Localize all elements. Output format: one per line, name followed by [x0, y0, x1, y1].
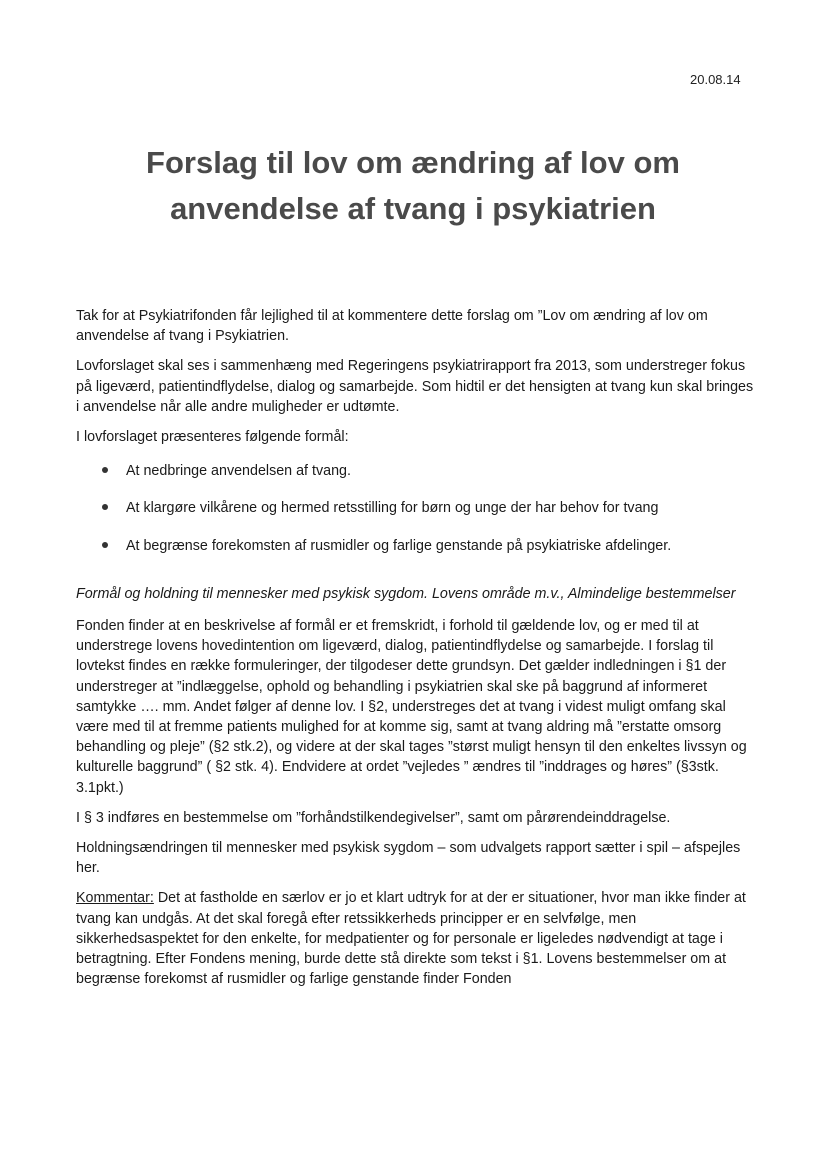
intro-paragraph: Tak for at Psykiatrifonden får lejlighed til at kommentere dette forslag om ”Lov om ændring af lov om anvendelse af tvang i Psykiatrien. — [76, 308, 708, 345]
document-body — [76, 306, 756, 999]
comment-label: Kommentar: — [76, 890, 154, 907]
context-paragraph: Lovforslaget skal ses i sammenhæng med Regeringens psykiatrirapport fra 2013, som understreger fokus på ligeværd, patientindflydelse, dialog og samarbejde. Som hidtil er det hensigten at tvang kun skal bringes i anvendelse når alle andre muligheder er udtømte. — [76, 358, 754, 415]
bullet-icon — [102, 467, 108, 473]
list-item-text: At klargøre vilkårene og hermed retsstilling for børn og unge der har behov for tvang — [126, 500, 659, 517]
title-line-2: anvendelse af tvang i psykiatrien — [170, 191, 656, 226]
comment-paragraph — [76, 888, 756, 989]
document-title — [60, 140, 766, 232]
purpose-list — [76, 461, 756, 556]
list-item — [76, 498, 756, 518]
bullet-icon — [102, 542, 108, 548]
section-paragraph-3: Holdningsændringen til mennesker med psykisk sygdom – som udvalgets rapport sætter i spil – afspejles her. — [76, 840, 741, 877]
list-item — [76, 536, 756, 556]
section-paragraph-2: I § 3 indføres en bestemmelse om ”forhåndstilkendegivelser”, samt om pårørendeinddragelse. — [76, 809, 671, 826]
section-heading: Formål og holdning til mennesker med psykisk sygdom. Lovens område m.v., Almindelige bestemmelser — [76, 585, 736, 602]
section-paragraph-1: Fonden finder at en beskrivelse af formål er et fremskridt, i forhold til gældende lov, og er med til at understrege lovens hovedintention om ligeværd, dialog, patientindflydelse og samarbejde. I forslag til lovtekst findes en række formuleringer, der tilgodeser dette grundsyn. Det gælder indledningen i §1 der understreger at ”indlæggelse, ophold og behandling i psykiatrien skal ske på baggrund af informeret samtykke …. mm. Andet følger af denne lov. I §2, understreges det at tvang i videst muligt omfang skal være med til at fremme patients mulighed for at komme sig, samt at tvang aldring må ”erstatte omsorg behandling og pleje” (§2 stk.2), og videre at der skal tages ”størst muligt hensyn til den enkeltes livssyn og kulturelle baggrund” ( §2 stk. 4). Endvidere at ordet ”vejledes ” ændres til ”inddrages og høres” (§3stk. 3.1pkt.) — [76, 618, 747, 796]
list-item-text: At begrænse forekomsten af rusmidler og farlige genstande på psykiatriske afdelinger. — [126, 537, 672, 554]
comment-text: Det at fastholde en særlov er jo et klart udtryk for at der er situationer, hvor man ikke finder at tvang kan undgås. At det skal foregå efter retssikkerheds principper er en selvfølge, men sikkerhedsaspektet for den enkelte, for medpatienter og for personale er ligeledes nødvendigt at tage i betragtning. Efter Fondens mening, burde dette stå direkte som tekst i §1. Lovens bestemmelser om at begrænse forekomst af rusmidler og farlige genstande finder Fonden — [76, 890, 746, 988]
title-line-1: Forslag til lov om ændring af lov om — [146, 145, 680, 180]
document-date: 20.08.14 — [690, 72, 741, 87]
purpose-intro: I lovforslaget præsenteres følgende formål: — [76, 429, 349, 446]
list-item — [76, 461, 756, 481]
bullet-icon — [102, 504, 108, 510]
list-item-text: At nedbringe anvendelsen af tvang. — [126, 463, 351, 480]
